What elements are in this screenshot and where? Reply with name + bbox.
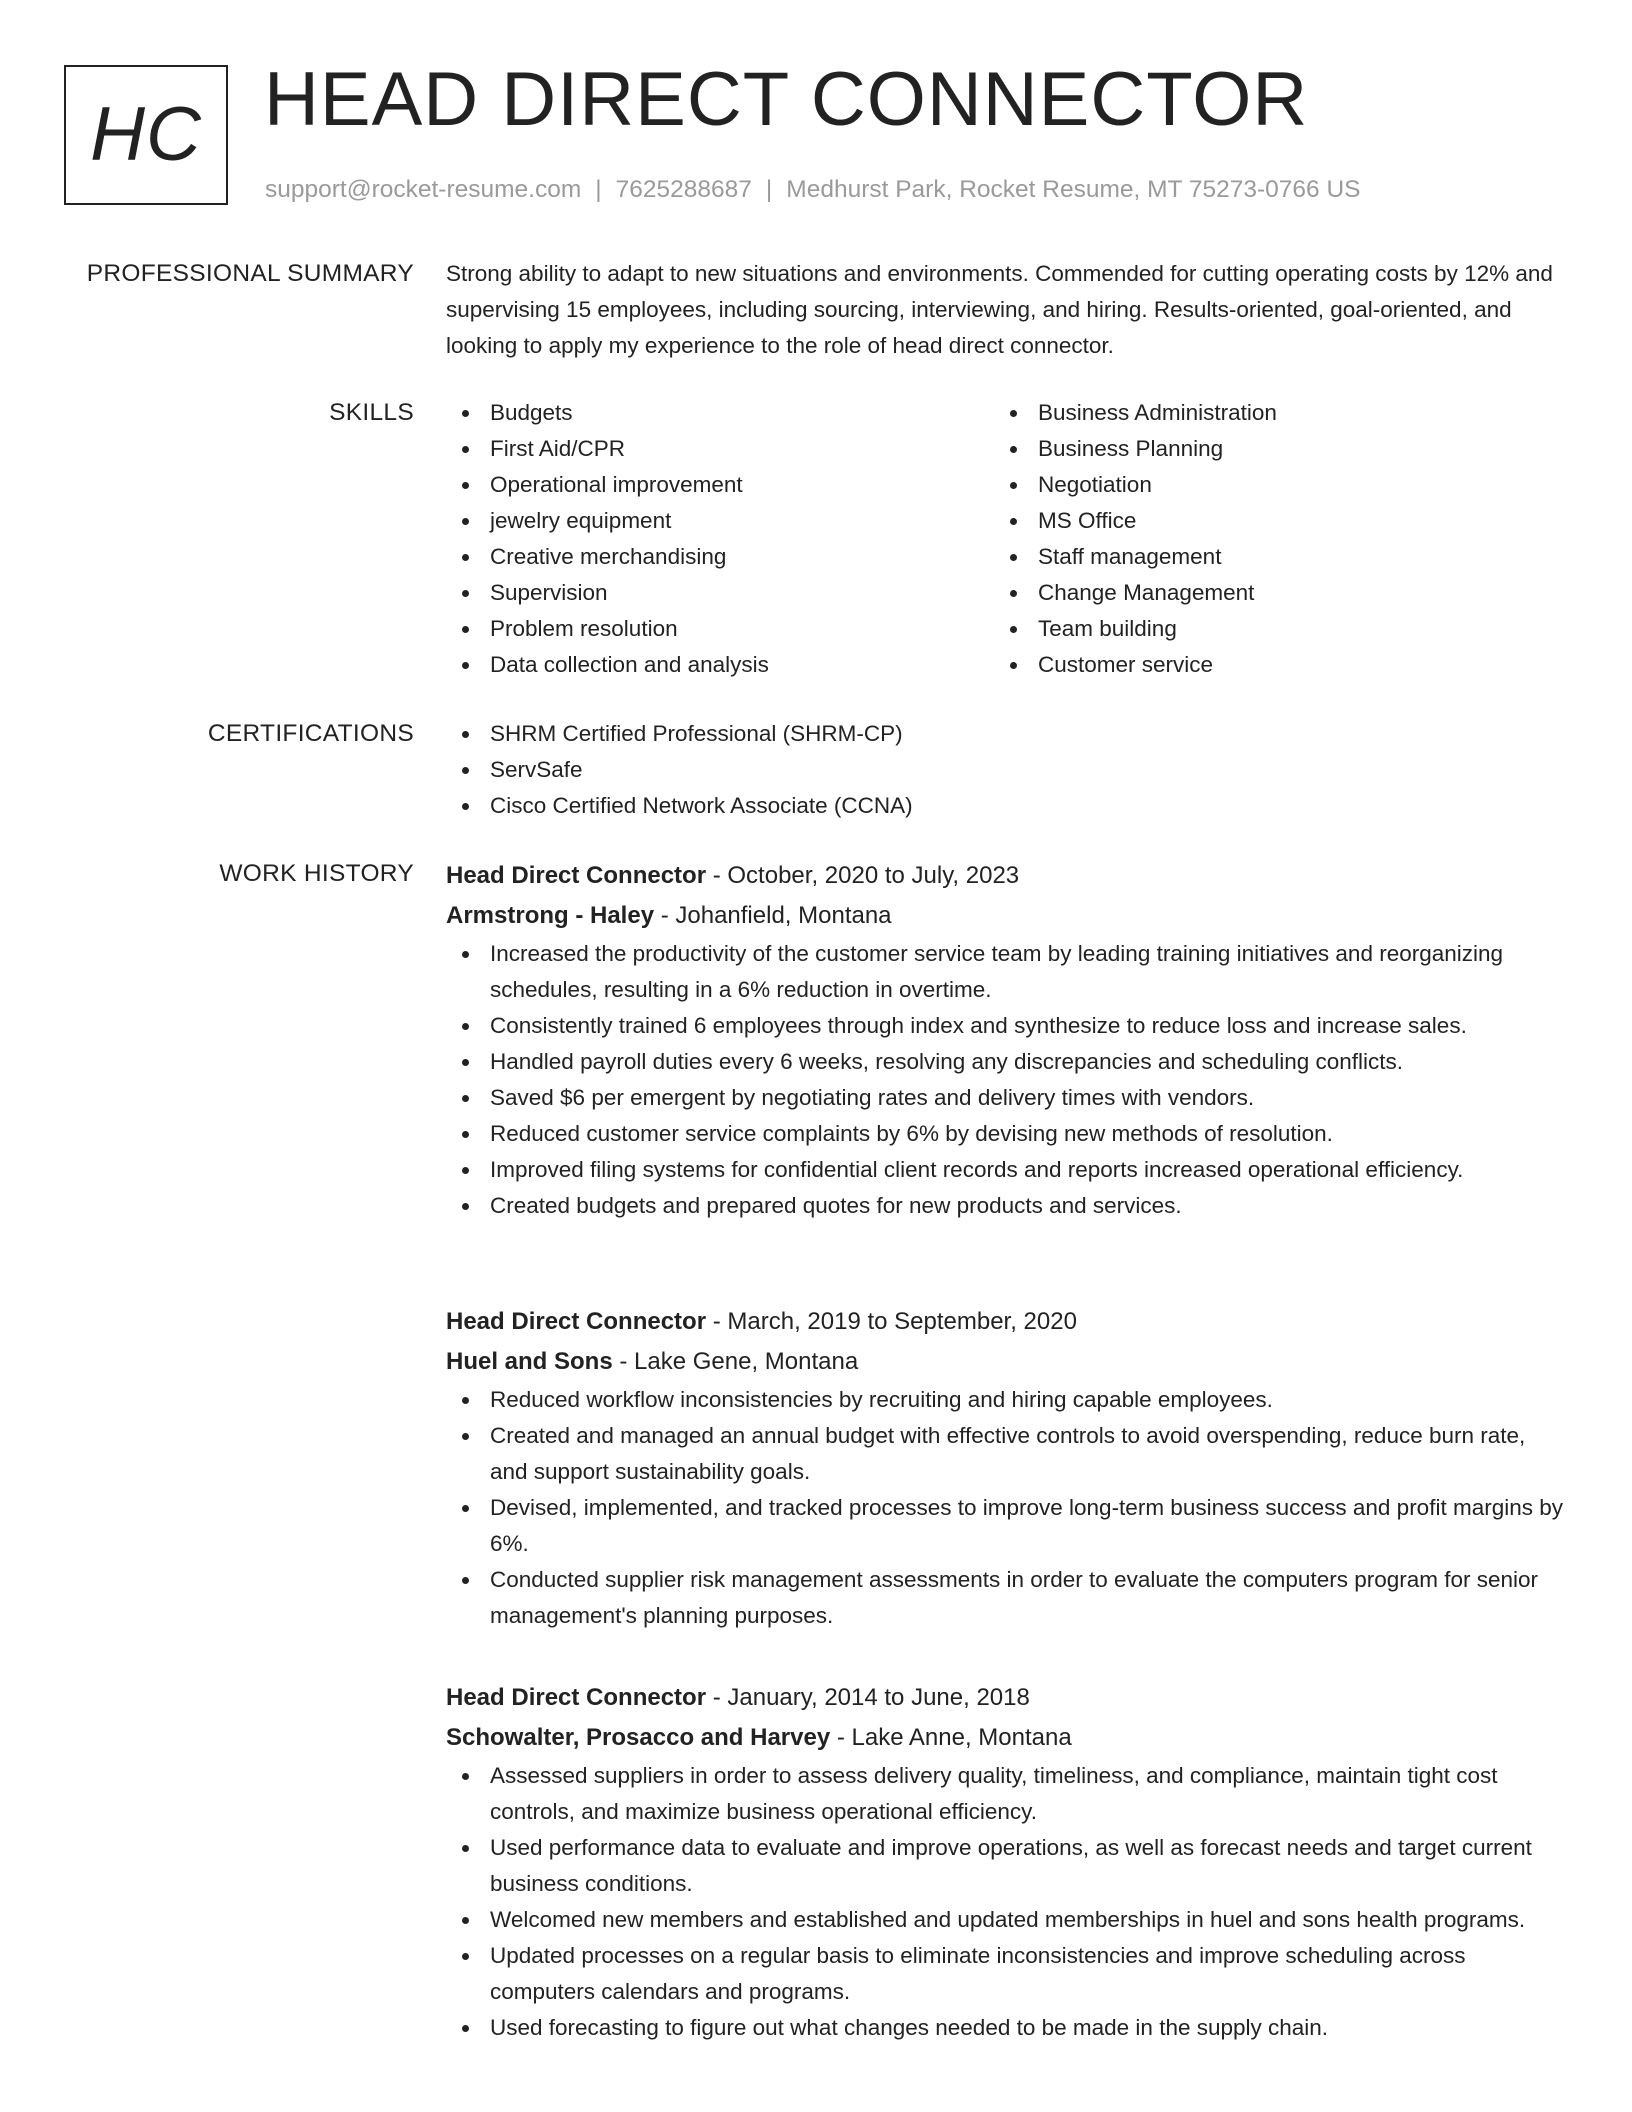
job-bullet: Used forecasting to figure out what changes needed to be made in the supply chain. bbox=[446, 2010, 1566, 2046]
candidate-name: HEAD DIRECT CONNECTOR bbox=[264, 57, 1309, 142]
job-title: Head Direct Connector bbox=[446, 862, 707, 889]
job-bullet: Reduced workflow inconsistencies by recruiting and hiring capable employees. bbox=[446, 1382, 1566, 1418]
contact-phone: 7625288687 bbox=[615, 176, 752, 203]
certifications-heading: CERTIFICATIONS bbox=[207, 720, 414, 747]
skill-item: Customer service bbox=[994, 647, 1542, 683]
job-bullet-list bbox=[446, 936, 1566, 1224]
skill-item: Operational improvement bbox=[446, 467, 994, 503]
skill-item: Budgets bbox=[446, 395, 994, 431]
job-company: Huel and Sons bbox=[446, 1348, 613, 1375]
job-location: - Lake Anne, Montana bbox=[830, 1724, 1072, 1751]
job-location: - Johanfield, Montana bbox=[654, 902, 892, 929]
skills-list-left bbox=[446, 395, 994, 683]
contact-address: Medhurst Park, Rocket Resume, MT 75273-0766 US bbox=[786, 176, 1361, 203]
certification-item: Cisco Certified Network Associate (CCNA) bbox=[446, 788, 1566, 824]
skill-item: Staff management bbox=[994, 539, 1542, 575]
skill-item: Creative merchandising bbox=[446, 539, 994, 575]
job-bullet: Devised, implemented, and tracked processes to improve long-term business success and profit margins by 6%. bbox=[446, 1490, 1566, 1562]
certifications-list bbox=[446, 716, 1566, 824]
job-bullet: Created budgets and prepared quotes for new products and services. bbox=[446, 1188, 1566, 1224]
skill-item: Data collection and analysis bbox=[446, 647, 994, 683]
job-dates: - October, 2020 to July, 2023 bbox=[706, 862, 1020, 889]
contact-separator: | bbox=[765, 176, 773, 203]
job-title-line bbox=[446, 856, 1566, 896]
summary-text: Strong ability to adapt to new situations and environments. Commended for cutting operating costs by 12% and supervising 15 employees, including sourcing, interviewing, and hiring. Results-oriented, goal-oriented, and looking to apply my experience to the role of head direct connector. bbox=[446, 261, 1553, 358]
contact-separator: | bbox=[595, 176, 602, 203]
job-company-line bbox=[446, 896, 1566, 936]
job-entry bbox=[446, 1302, 1566, 1634]
contact-email: support@rocket-resume.com bbox=[265, 176, 582, 203]
job-bullet: Created and managed an annual budget with effective controls to avoid overspending, reduce burn rate, and support sustainability goals. bbox=[446, 1418, 1566, 1490]
job-bullet-list bbox=[446, 1382, 1566, 1634]
job-title: Head Direct Connector bbox=[446, 1308, 707, 1335]
job-entry bbox=[446, 1678, 1566, 2046]
certification-item: ServSafe bbox=[446, 752, 1566, 788]
job-bullet: Used performance data to evaluate and improve operations, as well as forecast needs and target current business conditions. bbox=[446, 1830, 1566, 1902]
skill-item: Negotiation bbox=[994, 467, 1542, 503]
job-company-line bbox=[446, 1718, 1566, 1758]
skill-item: jewelry equipment bbox=[446, 503, 994, 539]
job-bullet: Conducted supplier risk management assessments in order to evaluate the computers program for senior management's planning purposes. bbox=[446, 1562, 1566, 1634]
skill-item: Problem resolution bbox=[446, 611, 994, 647]
job-company: Schowalter, Prosacco and Harvey bbox=[446, 1724, 831, 1751]
skills-heading: SKILLS bbox=[329, 399, 414, 426]
skill-item: MS Office bbox=[994, 503, 1542, 539]
job-bullet: Reduced customer service complaints by 6% by devising new methods of resolution. bbox=[446, 1116, 1566, 1152]
skill-item: Team building bbox=[994, 611, 1542, 647]
job-bullet: Assessed suppliers in order to assess delivery quality, timeliness, and compliance, maintain tight cost controls, and maximize business operational efficiency. bbox=[446, 1758, 1566, 1830]
skill-item: Business Planning bbox=[994, 431, 1542, 467]
job-title-line bbox=[446, 1678, 1566, 1718]
job-bullet: Consistently trained 6 employees through index and synthesize to reduce loss and increase sales. bbox=[446, 1008, 1566, 1044]
monogram-initials: HC bbox=[90, 92, 202, 177]
skill-item: First Aid/CPR bbox=[446, 431, 994, 467]
job-bullet: Updated processes on a regular basis to eliminate inconsistencies and improve scheduling across computers calendars and programs. bbox=[446, 1938, 1566, 2010]
skill-item: Business Administration bbox=[994, 395, 1542, 431]
monogram-box bbox=[64, 65, 228, 205]
job-bullet: Handled payroll duties every 6 weeks, resolving any discrepancies and scheduling conflicts. bbox=[446, 1044, 1566, 1080]
summary-heading: PROFESSIONAL SUMMARY bbox=[86, 260, 414, 287]
contact-line bbox=[265, 176, 1360, 204]
job-dates: - January, 2014 to June, 2018 bbox=[706, 1684, 1030, 1711]
job-entry bbox=[446, 856, 1566, 1224]
job-company: Armstrong - Haley bbox=[446, 902, 655, 929]
skill-item: Change Management bbox=[994, 575, 1542, 611]
job-bullet: Saved $6 per emergent by negotiating rates and delivery times with vendors. bbox=[446, 1080, 1566, 1116]
job-location: - Lake Gene, Montana bbox=[612, 1348, 859, 1375]
job-title: Head Direct Connector bbox=[446, 1684, 707, 1711]
job-bullet-list bbox=[446, 1758, 1566, 2046]
certification-item: SHRM Certified Professional (SHRM-CP) bbox=[446, 716, 1566, 752]
work-history-heading: WORK HISTORY bbox=[219, 860, 414, 887]
job-bullet: Improved filing systems for confidential client records and reports increased operational efficiency. bbox=[446, 1152, 1566, 1188]
skills-list-right bbox=[994, 395, 1542, 683]
job-title-line bbox=[446, 1302, 1566, 1342]
skill-item: Supervision bbox=[446, 575, 994, 611]
job-bullet: Welcomed new members and established and updated memberships in huel and sons health programs. bbox=[446, 1902, 1566, 1938]
job-company-line bbox=[446, 1342, 1566, 1382]
job-dates: - March, 2019 to September, 2020 bbox=[706, 1308, 1077, 1335]
job-bullet: Increased the productivity of the customer service team by leading training initiatives and reorganizing schedules, resulting in a 6% reduction in overtime. bbox=[446, 936, 1566, 1008]
